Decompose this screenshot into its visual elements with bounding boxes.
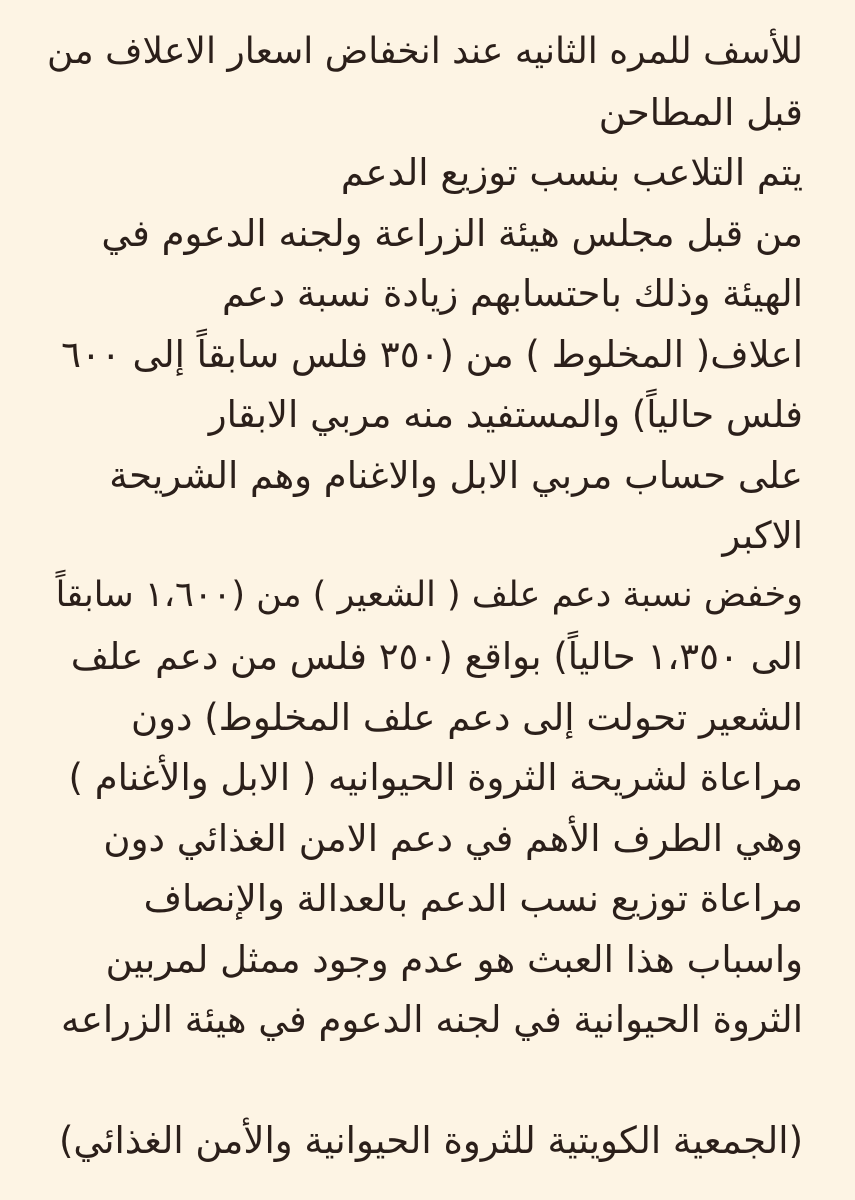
note-line: وخفض نسبة دعم علف ( الشعير ) من (١،٦٠٠ سابقاً <box>55 575 803 615</box>
note-line: الشعير تحولت إلى دعم علف المخلوط) دون <box>130 696 803 739</box>
note-line: الى ١،٣٥٠ حالياً) بواقع (٢٥٠ فلس من دعم علف <box>70 635 803 678</box>
note-line: قبل المطاحن <box>598 91 803 134</box>
note-line: مراعاة توزيع نسب الدعم بالعدالة والإنصاف <box>143 877 803 920</box>
note-line: يتم التلاعب بنسب توزيع الدعم <box>340 151 803 194</box>
note-line: من قبل مجلس هيئة الزراعة ولجنه الدعوم في <box>101 212 803 255</box>
note-signature: (الجمعية الكويتية للثروة الحيوانية والأمن الغذائي) <box>58 1119 803 1162</box>
note-text <box>40 0 803 1200</box>
note-line: وهي الطرف الأهم في دعم الامن الغذائي دون <box>103 817 803 860</box>
note-line: فلس حالياً) والمستفيد منه مربي الابقار <box>208 393 803 436</box>
note-line: للأسف للمره الثانيه عند انخفاض اسعار الاعلاف من <box>47 31 803 72</box>
note-line: اعلاف( المخلوط ) من (٣٥٠ فلس سابقاً إلى ٦٠٠ <box>61 333 803 376</box>
note-line: على حساب مربي الابل والاغنام وهم الشريحة <box>109 454 803 497</box>
note-line: الثروة الحيوانية في لجنه الدعوم في هيئة الزراعه <box>60 998 803 1041</box>
note-line: الهيئة وذلك باحتسابهم زيادة نسبة دعم <box>221 272 803 315</box>
note-line: واسباب هذا العبث هو عدم وجود ممثل لمربين <box>105 938 803 981</box>
note-line: مراعاة لشريحة الثروة الحيوانيه ( الابل والأغنام ) <box>68 756 803 799</box>
note-line: الاكبر <box>722 514 803 557</box>
